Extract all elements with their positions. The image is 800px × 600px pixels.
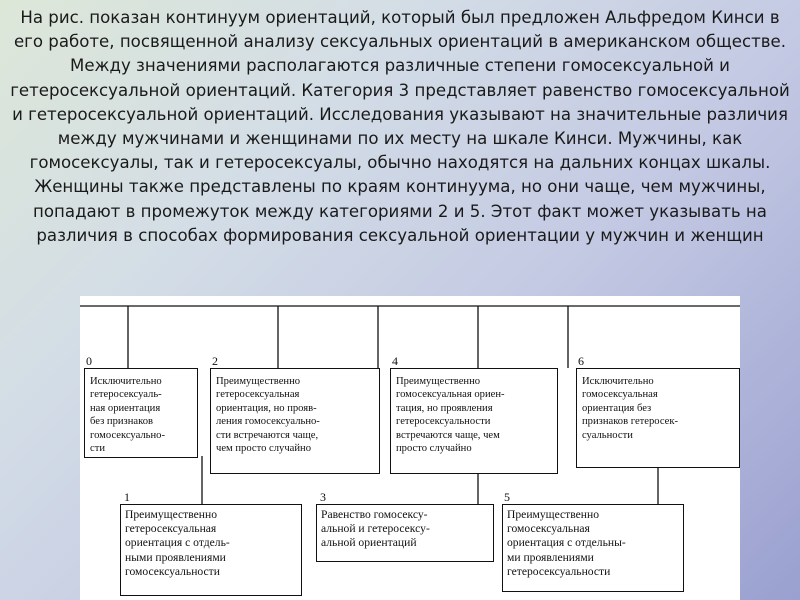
category-number-0: 0: [86, 354, 92, 368]
category-number-3: 3: [320, 490, 326, 504]
category-box-1: Преимущественно гетеросексуальная ориентация с отдель- ными проявлениями гомосексуальности: [120, 504, 302, 596]
category-box-0: Исключительно гетеросексуаль- ная ориентация без признаков гомосексуально- сти: [84, 368, 198, 458]
category-number-2: 2: [212, 354, 218, 368]
category-number-5: 5: [504, 490, 510, 504]
category-box-4: Преимущественно гомосексуальная ориен- тация, но проявления гетеросексуальности встречаются чаще, чем просто случайно: [390, 368, 558, 474]
category-number-4: 4: [392, 354, 398, 368]
slide-paragraph: На рис. показан континуум ориентаций, который был предложен Альфредом Кинси в его работе, посвященной анализу сексуальных ориентаций в американском обществе. Между значениями располагаются различные степени гомосексуальной и гетеросексуальной ориентаций. Категория 3 представляет равенство гомосексуальной и гетеросексуальной ориентаций. Исследования указывают на значительные различия между мужчинами и женщинами по их месту на шкале Кинси. Мужчины, как гомосексуалы, так и гетеросексуалы, обычно находятся на дальних концах шкалы. Женщины также представлены по краям континуума, но они чаще, чем мужчины, попадают в промежуток между категориями 2 и 5. Этот факт может указывать на различия в способах формирования сексуальной ориентации у мужчин и женщин: [10, 8, 790, 245]
category-box-5: Преимущественно гомосексуальная ориентация с отдельны- ми проявлениями гетеросексуальности: [502, 504, 684, 592]
category-box-2: Преимущественно гетеросексуальная ориентация, но прояв- ления гомосексуально- сти встречаются чаще, чем просто случайно: [210, 368, 380, 474]
category-number-1: 1: [124, 490, 130, 504]
kinsey-scale-diagram: [80, 296, 740, 600]
category-box-6: Исключительно гомосексуальная ориентация без признаков гетеросек- суальности: [576, 368, 740, 468]
category-number-6: 6: [578, 354, 584, 368]
category-box-3: Равенство гомосексу- альной и гетеросексу- альной ориентаций: [316, 504, 494, 562]
